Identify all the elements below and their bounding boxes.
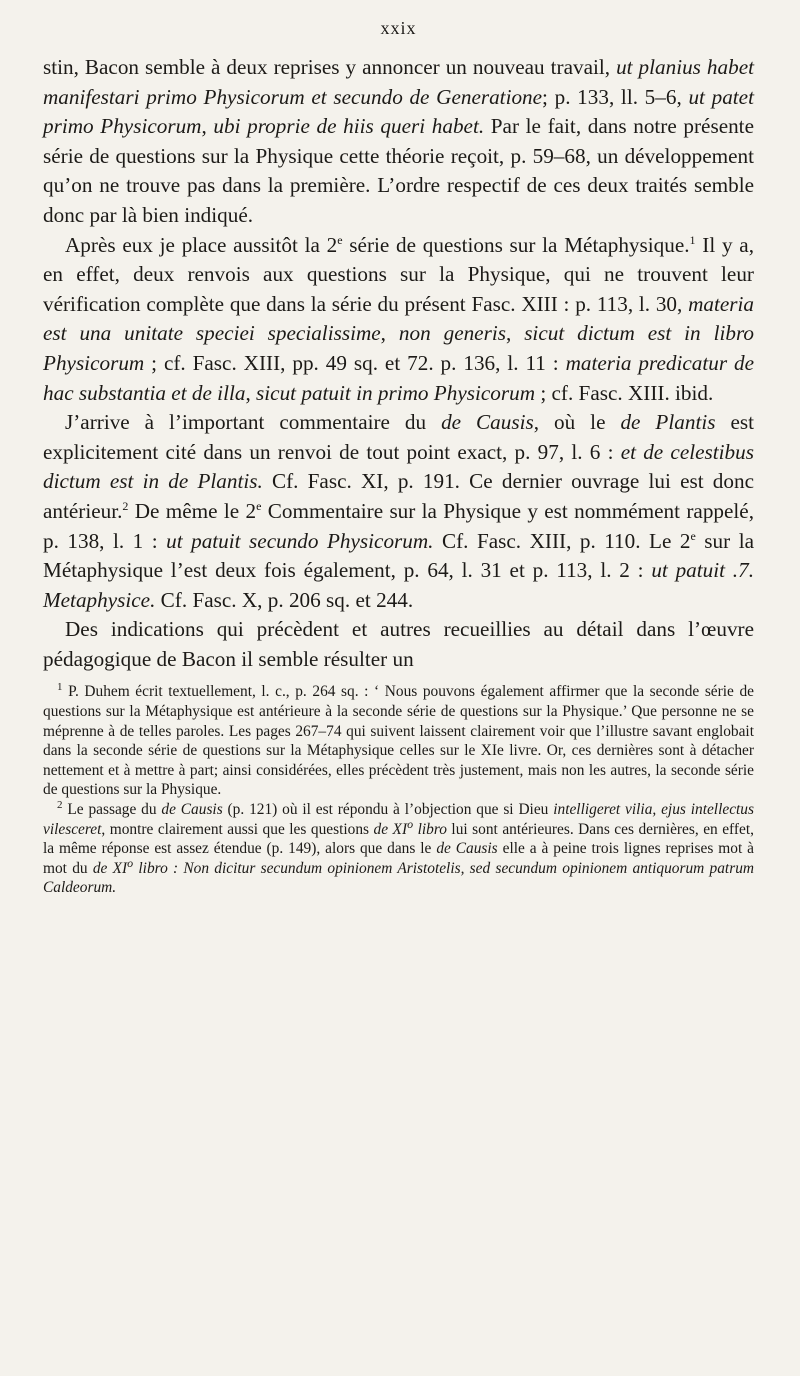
- page-number: xxix: [380, 18, 417, 38]
- italic-span: libro: [413, 820, 447, 838]
- footnote-number: 2: [57, 798, 63, 811]
- superscript: e: [256, 498, 262, 513]
- text-span: ; cf. Fasc. XIII, pp. 49 sq. et 72. p. 136, l. 11 :: [144, 350, 566, 375]
- italic-span: de XI: [373, 820, 408, 838]
- text-span: Le passage du: [62, 801, 162, 819]
- text-span: De même le 2: [128, 498, 257, 523]
- italic-span: de Causis: [441, 410, 534, 435]
- paragraph-1: [43, 53, 754, 231]
- text-span: ; p. 133, ll. 5–6,: [542, 84, 689, 109]
- text-span: Cf. Fasc. XI, p. 191. Ce dernier ouvrage lui est donc antérieur.: [43, 469, 754, 523]
- footnote-ref-2[interactable]: 2: [122, 498, 129, 513]
- paragraph-4: [43, 615, 754, 674]
- text-span: elle a à peine trois lignes reprises mot à mot du: [43, 840, 754, 877]
- italic-span: de Causis: [436, 840, 498, 858]
- text-span: est explicitement cité dans un renvoi de tout point exact, p. 97, l. 6 :: [43, 410, 754, 464]
- text-span: ,: [505, 321, 525, 346]
- italic-span: de Plantis: [620, 410, 716, 435]
- text-span: stin, Bacon semble à deux reprises y annoncer un nouveau travail,: [43, 55, 617, 79]
- italic-span: materia est una unitate speciei specialissime: [43, 291, 754, 346]
- italic-span: ut patuit secundo Physicorum.: [166, 528, 434, 553]
- text-span: Il y a, en effet, deux renvois aux questions sur la Physique, qui ne trouvent leur vérification complète que dans la série du présent Fasc. XIII : p. 113, l. 30,: [43, 232, 754, 316]
- footnote-2: [43, 800, 754, 898]
- text-span: , où le: [533, 410, 621, 435]
- superscript: e: [690, 528, 696, 543]
- footnotes: [43, 682, 754, 898]
- text-span: série de questions sur la Métaphysique.: [342, 232, 690, 257]
- text-span: sur la Métaphysique l’est deux fois également, p. 64, l. 31 et p. 113, l. 2 :: [43, 528, 754, 583]
- italic-span: sicut patuit in primo Physicorum: [256, 380, 536, 405]
- text-span: P. Duhem écrit textuellement, l. c., p. 264 sq. : ‘ Nous pouvons également affirmer que la seconde série de questions sur la Métaphysique est antérieure à la seconde série de questions sur la Physique.’ Que personne ne se méprenne à de telles paroles. Les pages 267–74 qui suivent laissent clairement voir que l’illustre savant englobait dans la seconde série de questions sur la Métaphysique celles sur le XIe livre. Or, ces dernières sont à détacher nettement et à mettre à part; ainsi considérées, elles précèdent très justement, mais non les autres, la seconde série de questions sur la Physique.: [43, 683, 754, 799]
- text-span: lui sont antérieures. Dans ces dernières, en effet, la même réponse est assez étendue (p. 149), alors que dans le: [43, 820, 754, 858]
- italic-span: non generis: [398, 321, 506, 346]
- text-span: Cf. Fasc. X, p. 206 sq. et 244.: [155, 587, 414, 612]
- italic-span: materia predicatur de hac substantia et de illa: [43, 350, 754, 405]
- superscript: e: [337, 232, 343, 247]
- footnote-number: 1: [57, 681, 63, 694]
- text-span: ,: [380, 321, 399, 346]
- superscript: o: [407, 816, 414, 831]
- footnote-ref-1[interactable]: 1: [689, 232, 696, 247]
- italic-span: ubi proprie de hiis queri habet.: [213, 114, 485, 139]
- text-span: ,: [245, 380, 257, 405]
- italic-span: sicut dictum est in libro Physicorum: [43, 321, 754, 375]
- italic-span: ut patet primo Physicorum: [43, 84, 754, 139]
- italic-span: intelligeret vilia, ejus intellectus vilesceret: [43, 801, 754, 838]
- italic-span: de Causis: [161, 801, 223, 819]
- text-span: Commentaire sur la Physique y est nommément rappelé, p. 138, l. 1 :: [43, 498, 755, 553]
- paragraph-2: [43, 231, 754, 409]
- text-span: Des indications qui précèdent et autres recueillies au détail dans l’œuvre pédagogique de Bacon il semble résulter un: [43, 617, 754, 671]
- italic-span: ut planius habet manifestari primo Physicorum et secundo de Generatione: [43, 55, 754, 109]
- italic-span: de XI: [92, 859, 128, 877]
- italic-span: ut patuit .7. Metaphysice.: [43, 558, 754, 612]
- text-span: Après eux je place aussitôt la 2: [65, 232, 338, 257]
- text-span: Cf. Fasc. XIII, p. 110. Le 2: [433, 528, 691, 553]
- superscript: o: [127, 855, 134, 870]
- footnote-1: [43, 682, 754, 800]
- text-span: ,: [201, 114, 214, 139]
- text-span: (p. 121) où il est répondu à l’objection que si Dieu: [222, 801, 554, 819]
- text-span: ; cf. Fasc. XIII. ibid.: [535, 380, 714, 405]
- text-span: J’arrive à l’important commentaire du: [65, 410, 442, 435]
- text-span: Par le fait, dans notre présente série de questions sur la Physique cette théorie reçoit, p. 59–68, un développement qu’on ne trouve pas dans la première. L’ordre respectif de ces deux traités semble donc par là bien indiqué.: [43, 114, 754, 227]
- paragraph-3: [43, 408, 754, 615]
- italic-span: et de celestibus dictum est in de Plantis.: [43, 439, 754, 494]
- italic-span: libro : Non dicitur secundum opinionem Aristotelis, sed secundum opinionem antiquorum patrum Caldeorum.: [43, 859, 755, 897]
- text-span: , montre clairement aussi que les questions: [101, 820, 374, 838]
